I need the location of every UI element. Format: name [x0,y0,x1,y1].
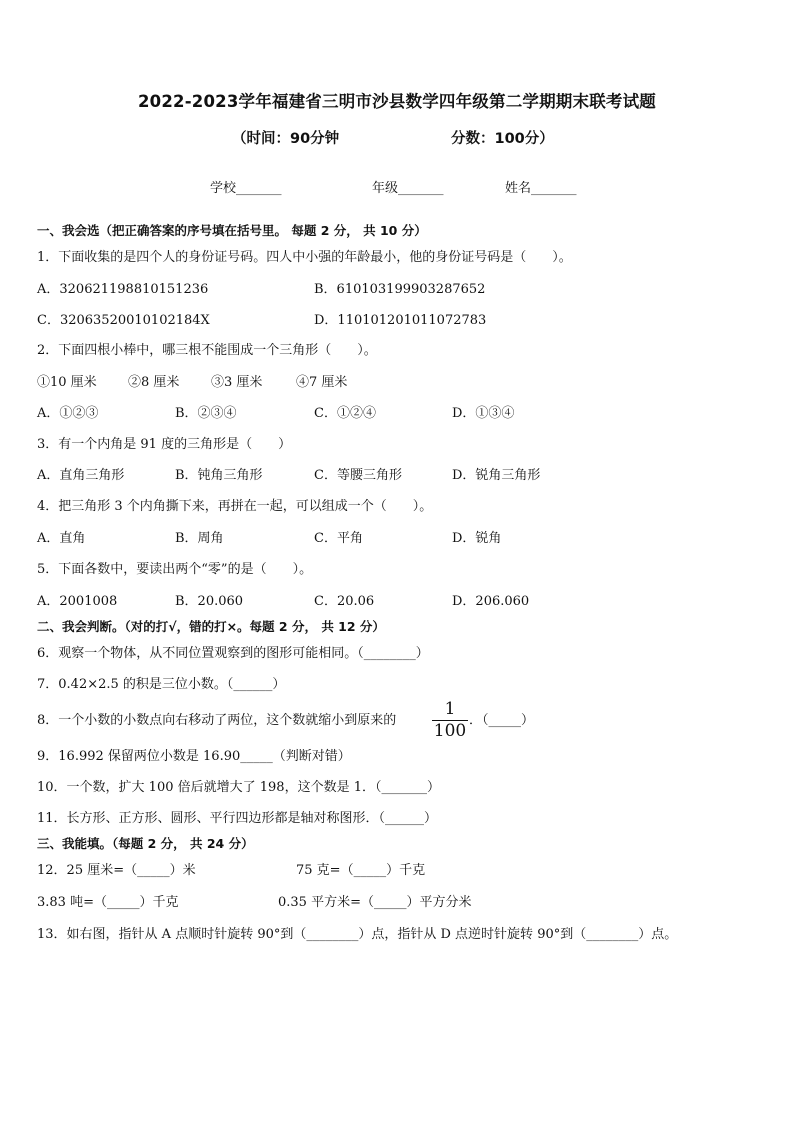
grade-field: 年级_______ [372,181,444,196]
question-3-option-b: B．钝角三角形 [175,468,263,483]
question-1-option-c: C．32063520010102184X [37,313,210,328]
question-5-stem: 5．下面各数中，要读出两个“零”的是（ ）。 [37,562,313,577]
question-11: 11．长方形、正方形、圆形、平行四边形都是轴对称图形．（______） [37,811,438,826]
question-2-option-a: A．①②③ [37,406,99,421]
question-2-stick-2: ②8 厘米 [128,375,180,390]
question-2-stick-3: ③3 厘米 [211,375,263,390]
question-5-option-c: C．20.06 [314,594,375,609]
question-2-option-c: C．①②④ [314,406,376,421]
question-2-stem: 2．下面四根小棒中，哪三根不能围成一个三角形（ ）。 [37,343,377,358]
question-1-option-d: D．110101201011072783 [314,313,487,328]
question-12-part-c: 3.83 吨=（_____）千克 [37,895,179,910]
question-1-option-a: A．320621198810151236 [37,282,209,297]
question-12-part-b: 75 克=（_____）千克 [296,863,426,878]
fraction-one-hundredth [432,700,468,741]
question-7: 7．0.42×2.5 的积是三位小数。（______） [37,677,286,692]
question-2-option-d: D．①③④ [452,406,515,421]
question-3-option-d: D．锐角三角形 [452,468,541,483]
question-4-option-a: A．直角 [37,531,86,546]
question-4-stem: 4．把三角形 3 个内角撕下来，再拼在一起，可以组成一个（ ）。 [37,499,433,514]
section3-heading: 三、我能填。（每题 2 分， 共 24 分） [37,836,254,851]
question-5-option-d: D．206.060 [452,594,530,609]
exam-score: 分数：100分） [451,131,554,147]
fraction-numerator: 1 [444,699,456,719]
page-title: 2022-2023学年福建省三明市沙县数学四年级第二学期期末联考试题 [138,92,656,111]
question-12-part-a: 12．25 厘米=（_____）米 [37,863,196,878]
section2-heading: 二、我会判断。（对的打√，错的打×。每题 2 分， 共 12 分） [37,619,385,634]
question-5-option-b: B．20.060 [175,594,244,609]
exam-time: （时间：90分钟 [232,131,340,147]
question-2-option-b: B．②③④ [175,406,237,421]
question-12-part-d: 0.35 平方米=（_____）平方分米 [278,895,472,910]
question-4-option-d: D．锐角 [452,531,502,546]
question-1-option-b: B．610103199903287652 [314,282,486,297]
question-10: 10．一个数，扩大 100 倍后就增大了 198，这个数是 1．（_______） [37,780,440,795]
section1-heading: 一、我会选（把正确答案的序号填在括号里。 每题 2 分， 共 10 分） [37,223,427,238]
question-5-option-a: A．2001008 [37,594,118,609]
question-2-stick-1: ①10 厘米 [37,375,97,390]
question-4-option-c: C．平角 [314,531,363,546]
question-8-answer: ．（_____） [469,713,535,728]
question-4-option-b: B．周角 [175,531,224,546]
question-3-stem: 3．有一个内角是 91 度的三角形是（ ） [37,437,292,452]
question-8-stem: 8．一个小数的小数点向右移动了两位，这个数就缩小到原来的 [37,713,397,728]
question-6: 6．观察一个物体，从不同位置观察到的图形可能相同。（________） [37,646,429,661]
question-3-option-a: A．直角三角形 [37,468,125,483]
question-1-stem: 1．下面收集的是四个人的身份证号码。四人中小强的年龄最小，他的身份证号码是（ ）。 [37,250,572,265]
school-field: 学校_______ [210,181,282,196]
name-field: 姓名_______ [505,181,577,196]
question-3-option-c: C．等腰三角形 [314,468,402,483]
fraction-denominator: 100 [433,721,467,741]
question-13: 13．如右图，指针从 A 点顺时针旋转 90°到（________）点，指针从 D 点逆时针旋转 90°到（________）点。 [37,927,678,942]
question-9: 9．16.992 保留两位小数是 16.90_____（判断对错） [37,749,351,764]
question-2-stick-4: ④7 厘米 [296,375,348,390]
